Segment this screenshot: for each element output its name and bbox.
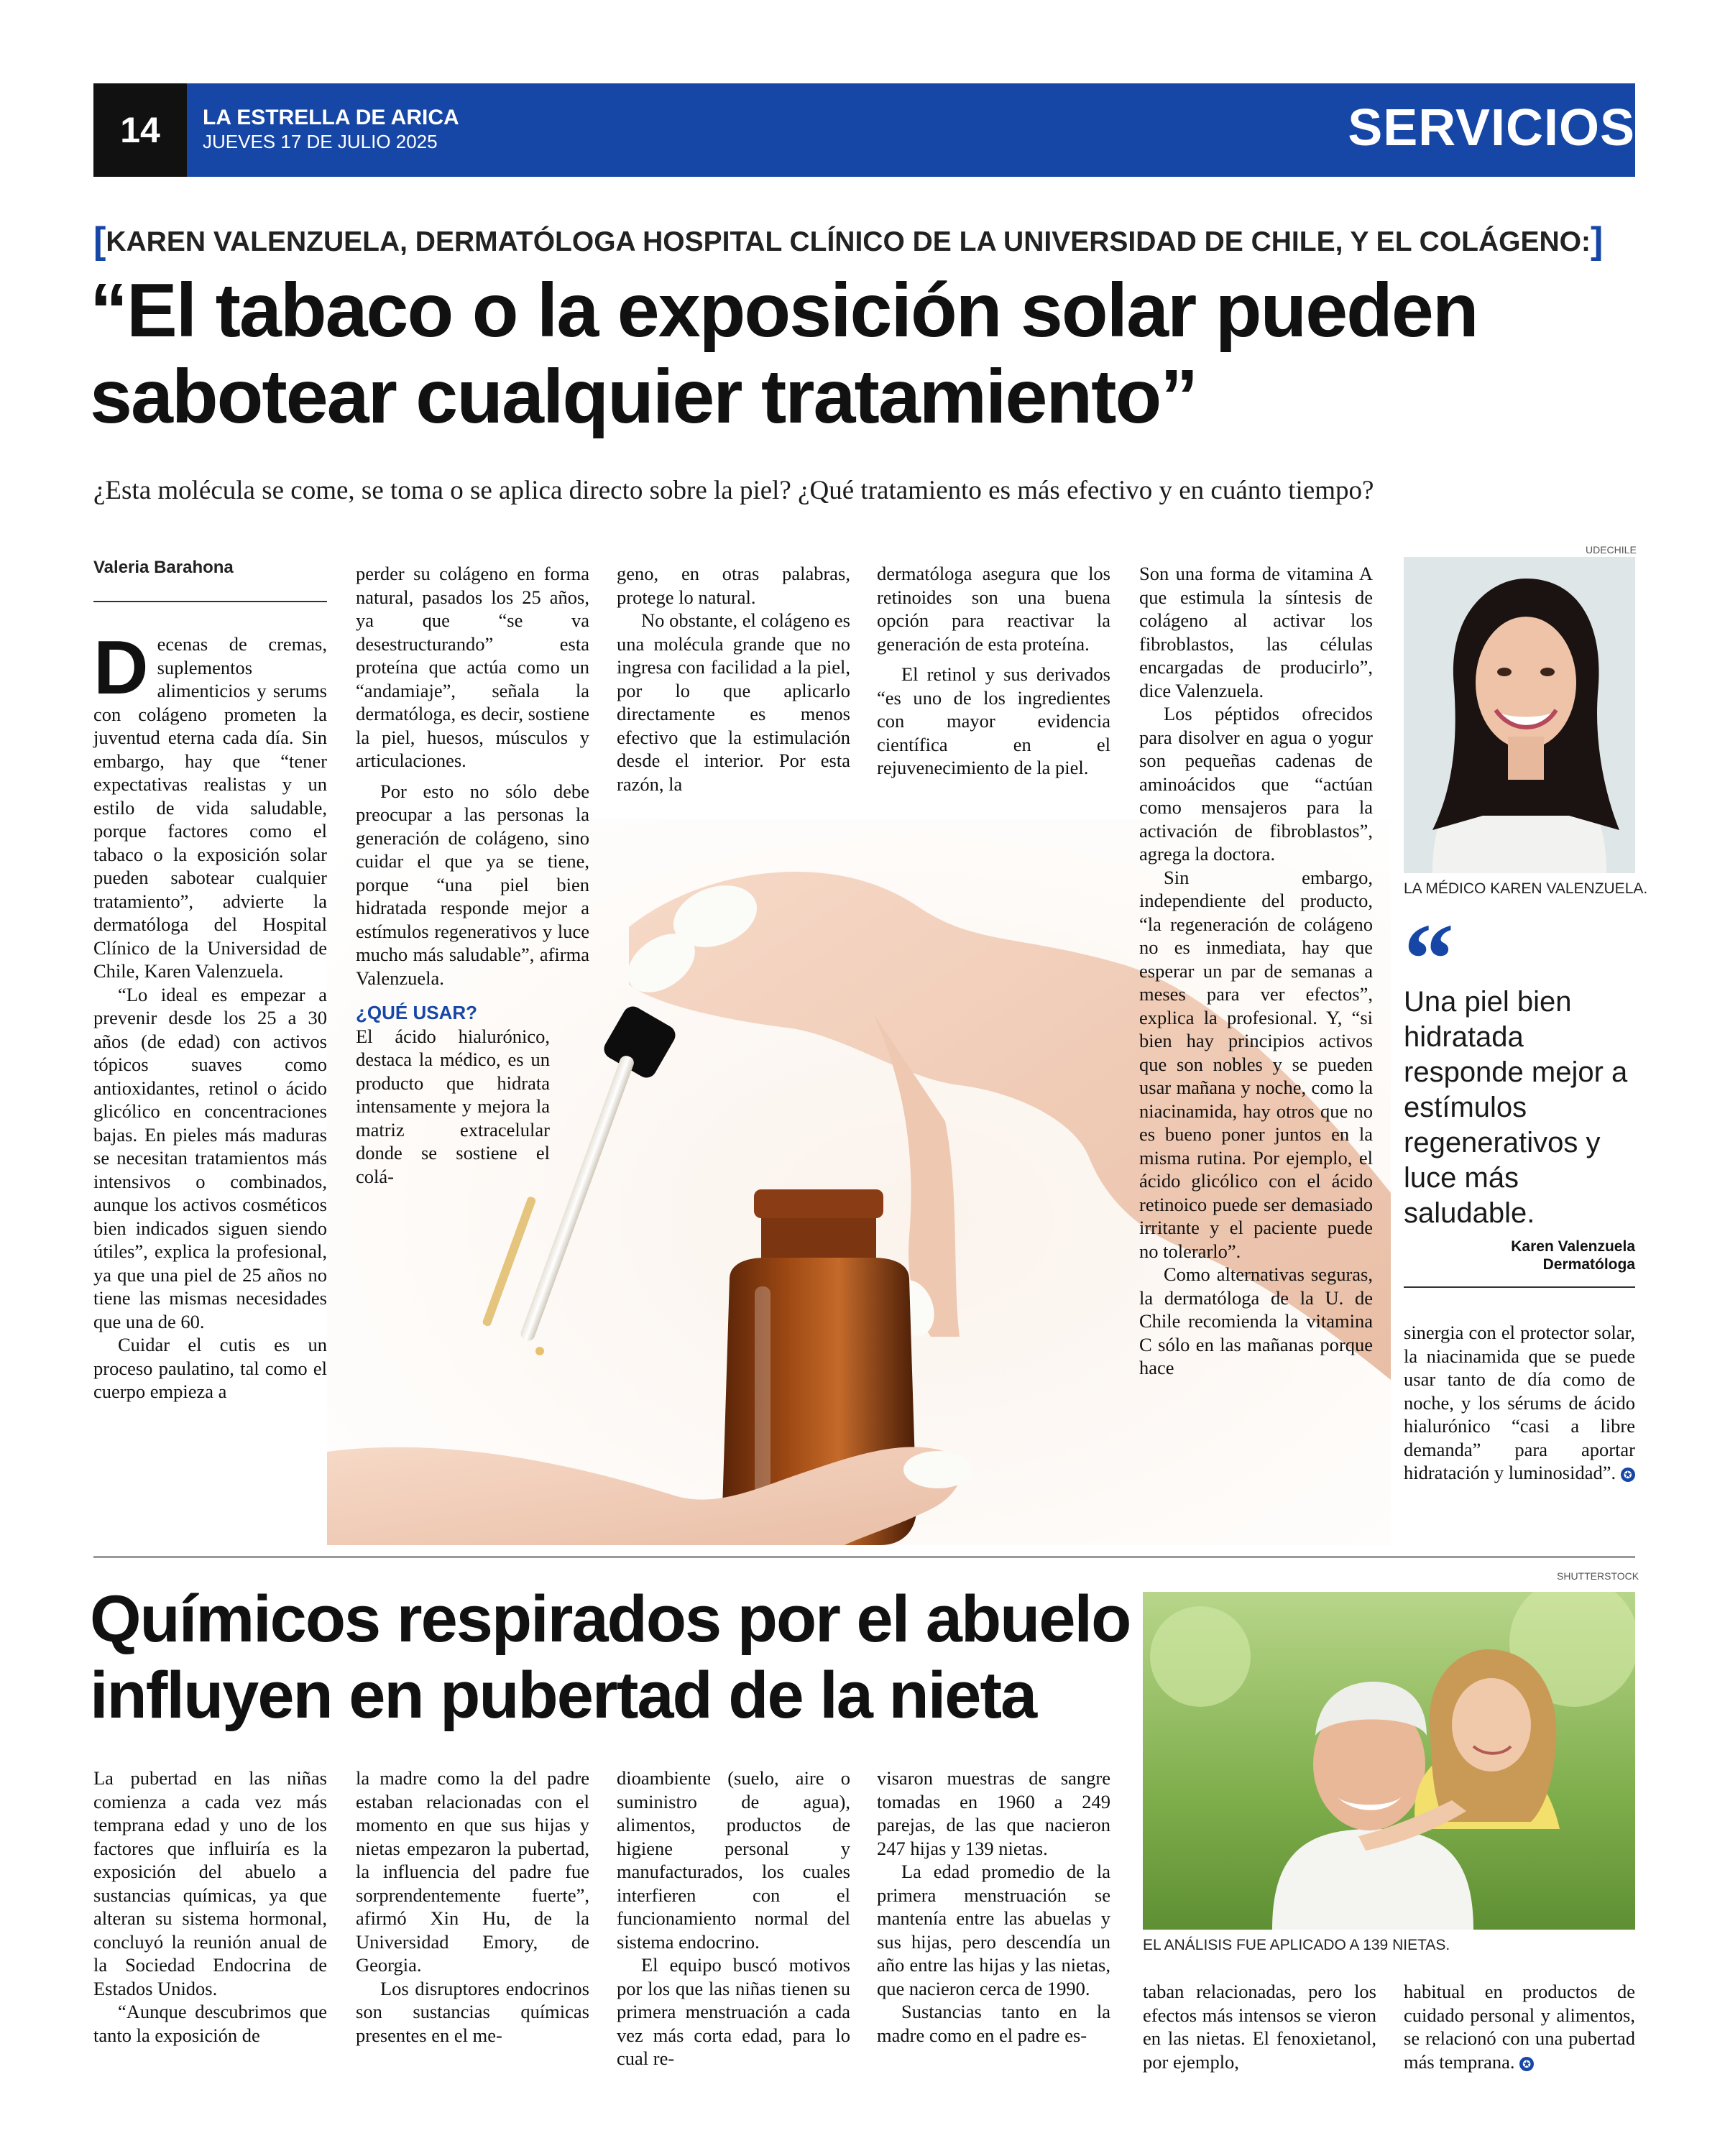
photo-caption: EL ANÁLISIS FUE APLICADO A 139 NIETAS. — [1143, 1937, 1450, 1953]
paragraph: Los disruptores endocrinos son sustancias químicas presentes en el me- — [356, 1977, 589, 2046]
title-line-2: sabotear cualquier tratamiento” — [90, 354, 1197, 439]
article1-column-2 — [356, 562, 589, 1188]
article2-column-2 — [356, 1766, 589, 2047]
paragraph: sinergia con el protector solar, la niacinamida que se puede usar tanto de día como de noche, y los sérums de ácido hialurónico “casi a libre demanda” para aportar hidratación y luminosidad”. ✪ — [1404, 1322, 1635, 1483]
paragraph: Los péptidos ofrecidos para disolver en agua o yogur son pequeñas cadenas de aminoácidos que “actúan como mensajeros para la activación de fibroblastos”, agrega la doctora. — [1139, 703, 1373, 865]
paragraph: geno, en otras palabras, protege lo natural. — [617, 563, 850, 608]
byline: Valeria Barahona — [93, 558, 234, 577]
issue-date: JUEVES 17 DE JULIO 2025 — [203, 131, 438, 152]
paragraph: Como alternativas seguras, la dermatóloga de la U. de Chile recomienda la vitamina C sólo en las mañanas porque hace — [1139, 1263, 1373, 1378]
article2-column-5 — [1143, 1980, 1376, 2073]
paragraph: “Aunque descubrimos que tanto la exposición de — [93, 2001, 327, 2046]
end-of-article-icon: ✪ — [1621, 1468, 1635, 1482]
kicker-text: KAREN VALENZUELA, DERMATÓLOGA HOSPITAL CLÍNICO DE LA UNIVERSIDAD DE CHILE, Y EL COLÁGENO: — [106, 226, 1591, 257]
paragraph: perder su colágeno en forma natural, pasados los 25 años, ya que “se va desestructurando” esta proteína que actúa como un “andamiaje”, señala la dermatóloga, es decir, sostiene la piel, huesos, músculos y articulaciones. — [356, 563, 589, 771]
paragraph: habitual en productos de cuidado personal y alimentos, se relacionó con una pubertad más temprana. ✪ — [1404, 1981, 1635, 2073]
pull-quote: Una piel bien hidratada responde mejor a estímulos regenerativos y luce más saludable. — [1404, 986, 1628, 1229]
section-label: SERVICIOS — [1348, 99, 1635, 157]
page-number: 14 — [93, 83, 187, 177]
article-title — [90, 267, 1642, 440]
paragraph: taban relacionadas, pero los efectos más intensos se vieron en las nietas. El fenoxietanol, por ejemplo, — [1143, 1981, 1376, 2073]
pull-quote-author — [1404, 1238, 1635, 1273]
kicker-bracket-open: [ — [93, 220, 106, 262]
article-divider — [93, 1556, 1635, 1558]
paragraph: No obstante, el colágeno es una molécula grande que no ingresa con facilidad a la piel, por lo que aplicarlo directamente es menos efectivo que la estimulación desde el interior. Por esta razón, la — [617, 609, 850, 795]
article1-column-6 — [1404, 1321, 1635, 1485]
paragraph: La edad promedio de la primera menstruación se mantenía entre las abuelas y sus hijas, pero descendía un año entre las hijas y las nietas, que nacieron cerca de 1990. — [877, 1861, 1110, 1999]
paragraph: la madre como la del padre estaban relacionadas con el momento en que sus hijas y nietas empezaron la pubertad, la influencia del padre fue sorprendentemente fuerte”, afirmó Xin Hu, de la Universidad Emory, de Georgia. — [356, 1767, 589, 1976]
article1-column-4 — [877, 562, 1110, 780]
article2-column-1 — [93, 1766, 327, 2047]
paragraph: Cuidar el cutis es un proceso paulatino, tal como el cuerpo empieza a — [93, 1334, 327, 1402]
article2-title-line-2: influyen en pubertad de la nieta — [90, 1659, 1036, 1732]
paragraph: “Lo ideal es empezar a prevenir desde los 25 a 30 años (de edad) con activos tópicos suaves como antioxidantes, retinol o ácido glicólico en concentraciones bajas. En pieles más maduras se necesitan tratamientos más intensivos o combinados, aunque los activos cosméticos bien indicados siguen siendo útiles”, explica la profesional, ya que una piel de 25 años no tiene las mismas necesidades que una de 60. — [93, 983, 327, 1332]
article2-title — [90, 1581, 1146, 1733]
article2-column-6 — [1404, 1980, 1635, 2073]
quote-author-name: Karen Valenzuela — [1511, 1238, 1635, 1255]
paragraph: Sin embargo, independiente del producto, “la regeneración de colágeno no es inmediata, hay que esperar un par de semanas a meses para ver efectos”, explica la profesional. Y, “si bien hay principios activos que son nobles y se pueden usar mañana y noche, como la niacinamida, hay otros que no es bueno poner juntos en la misma rutina. Por ejemplo, el ácido glicólico con el ácido retinoico puede ser demasiado irritante y el paciente puede no tolerarlo”. — [1139, 866, 1373, 1262]
quote-mark-icon: “ — [1404, 903, 1454, 1015]
paragraph: La pubertad en las niñas comienza a cada vez más temprana edad y uno de los factores que influiría es la exposición del abuelo a sustancias químicas, ya que alteran su sistema hormonal, concluyó la reunión anual de la Sociedad Endocrina de Estados Unidos. — [93, 1767, 327, 1999]
portrait-photo — [1404, 557, 1635, 873]
photo-credit: SHUTTERSTOCK — [1557, 1570, 1639, 1582]
title-line-1: “El tabaco o la exposición solar pueden — [90, 268, 1478, 353]
paragraph: Son una forma de vitamina A que estimula la síntesis de colágeno al activar los fibroblastos, las células encargadas de producirlo”, dice Valenzuela. — [1139, 563, 1373, 701]
article2-title-line-1: Químicos respirados por el abuelo — [90, 1583, 1131, 1656]
byline-rule — [93, 601, 327, 602]
article-subtitle: ¿Esta molécula se come, se toma o se aplica directo sobre la piel? ¿Qué tratamiento es más efectivo y en cuánto tiempo? — [93, 476, 1374, 505]
family-photo-illustration — [1143, 1592, 1635, 1930]
article1-column-3 — [617, 562, 850, 796]
quote-author-role: Dermatóloga — [1542, 1256, 1635, 1273]
paragraph: El retinol y sus derivados “es uno de los ingredientes con mayor evidencia científica en el rejuvenecimiento de la piel. — [877, 663, 1110, 778]
paragraph: Sustancias tanto en la madre como en el padre es- — [877, 2001, 1110, 2046]
article2-column-4 — [877, 1766, 1110, 2047]
grandfather-granddaughter-photo — [1143, 1592, 1635, 1930]
article-kicker — [93, 219, 1635, 262]
woman-portrait-illustration — [1404, 557, 1635, 873]
article1-column-5 — [1139, 562, 1373, 1380]
article1-column-1 — [93, 625, 327, 1404]
subhead: ¿QUÉ USAR? — [356, 1002, 477, 1023]
article2-column-3 — [617, 1766, 850, 2070]
portrait-caption: LA MÉDICO KAREN VALENZUELA. — [1404, 880, 1648, 897]
lead-paragraph: Decenas de cremas, suplementos alimenticios y serums con colágeno prometen la juventud eterna cada día. Sin embargo, hay que “tener expectativas realistas y un estilo de vida saludable, porque factores como el tabaco o la exposición solar pueden sabotear cualquier tratamiento”, advierte la dermatóloga del Hospital Clínico de la Universidad de Chile, Karen Valenzuela. — [93, 625, 327, 982]
paragraph: Por esto no sólo debe preocupar a las personas la generación de colágeno, sino cuidar el que ya se tiene, porque “una piel bien hidratada responde mejor a estímulos regenerativos y luce mucho más saludable”, afirma Valenzuela. — [356, 780, 589, 989]
end-of-article-icon: ✪ — [1519, 2057, 1534, 2071]
paragraph: El equipo buscó motivos por los que las niñas tienen su primera menstruación a cada vez más corta edad, para lo cual re- — [617, 1954, 850, 2069]
quote-rule — [1404, 1286, 1635, 1288]
paragraph: El ácido hialurónico, destaca la médico, es un producto que hidrata intensamente y mejora la matriz extracelular donde se sostiene el colá- — [356, 1025, 550, 1187]
kicker-bracket-close: ] — [1590, 220, 1604, 262]
portrait-credit: UDECHILE — [1586, 544, 1637, 556]
paragraph: visaron muestras de sangre tomadas en 1960 a 249 parejas, de las que nacieron 247 hijas y 139 nietas. — [877, 1767, 1110, 1859]
paragraph: dermatóloga asegura que los retinoides son una buena opción para reactivar la generación de esta proteína. — [877, 563, 1110, 655]
newspaper-name: LA ESTRELLA DE ARICA — [203, 106, 459, 129]
drop-cap: D — [93, 625, 149, 710]
paragraph: dioambiente (suelo, aire o suministro de agua), alimentos, productos de higiene personal y manufacturados, los cuales interfieren con el funcionamiento normal del sistema endocrino. — [617, 1767, 850, 1953]
